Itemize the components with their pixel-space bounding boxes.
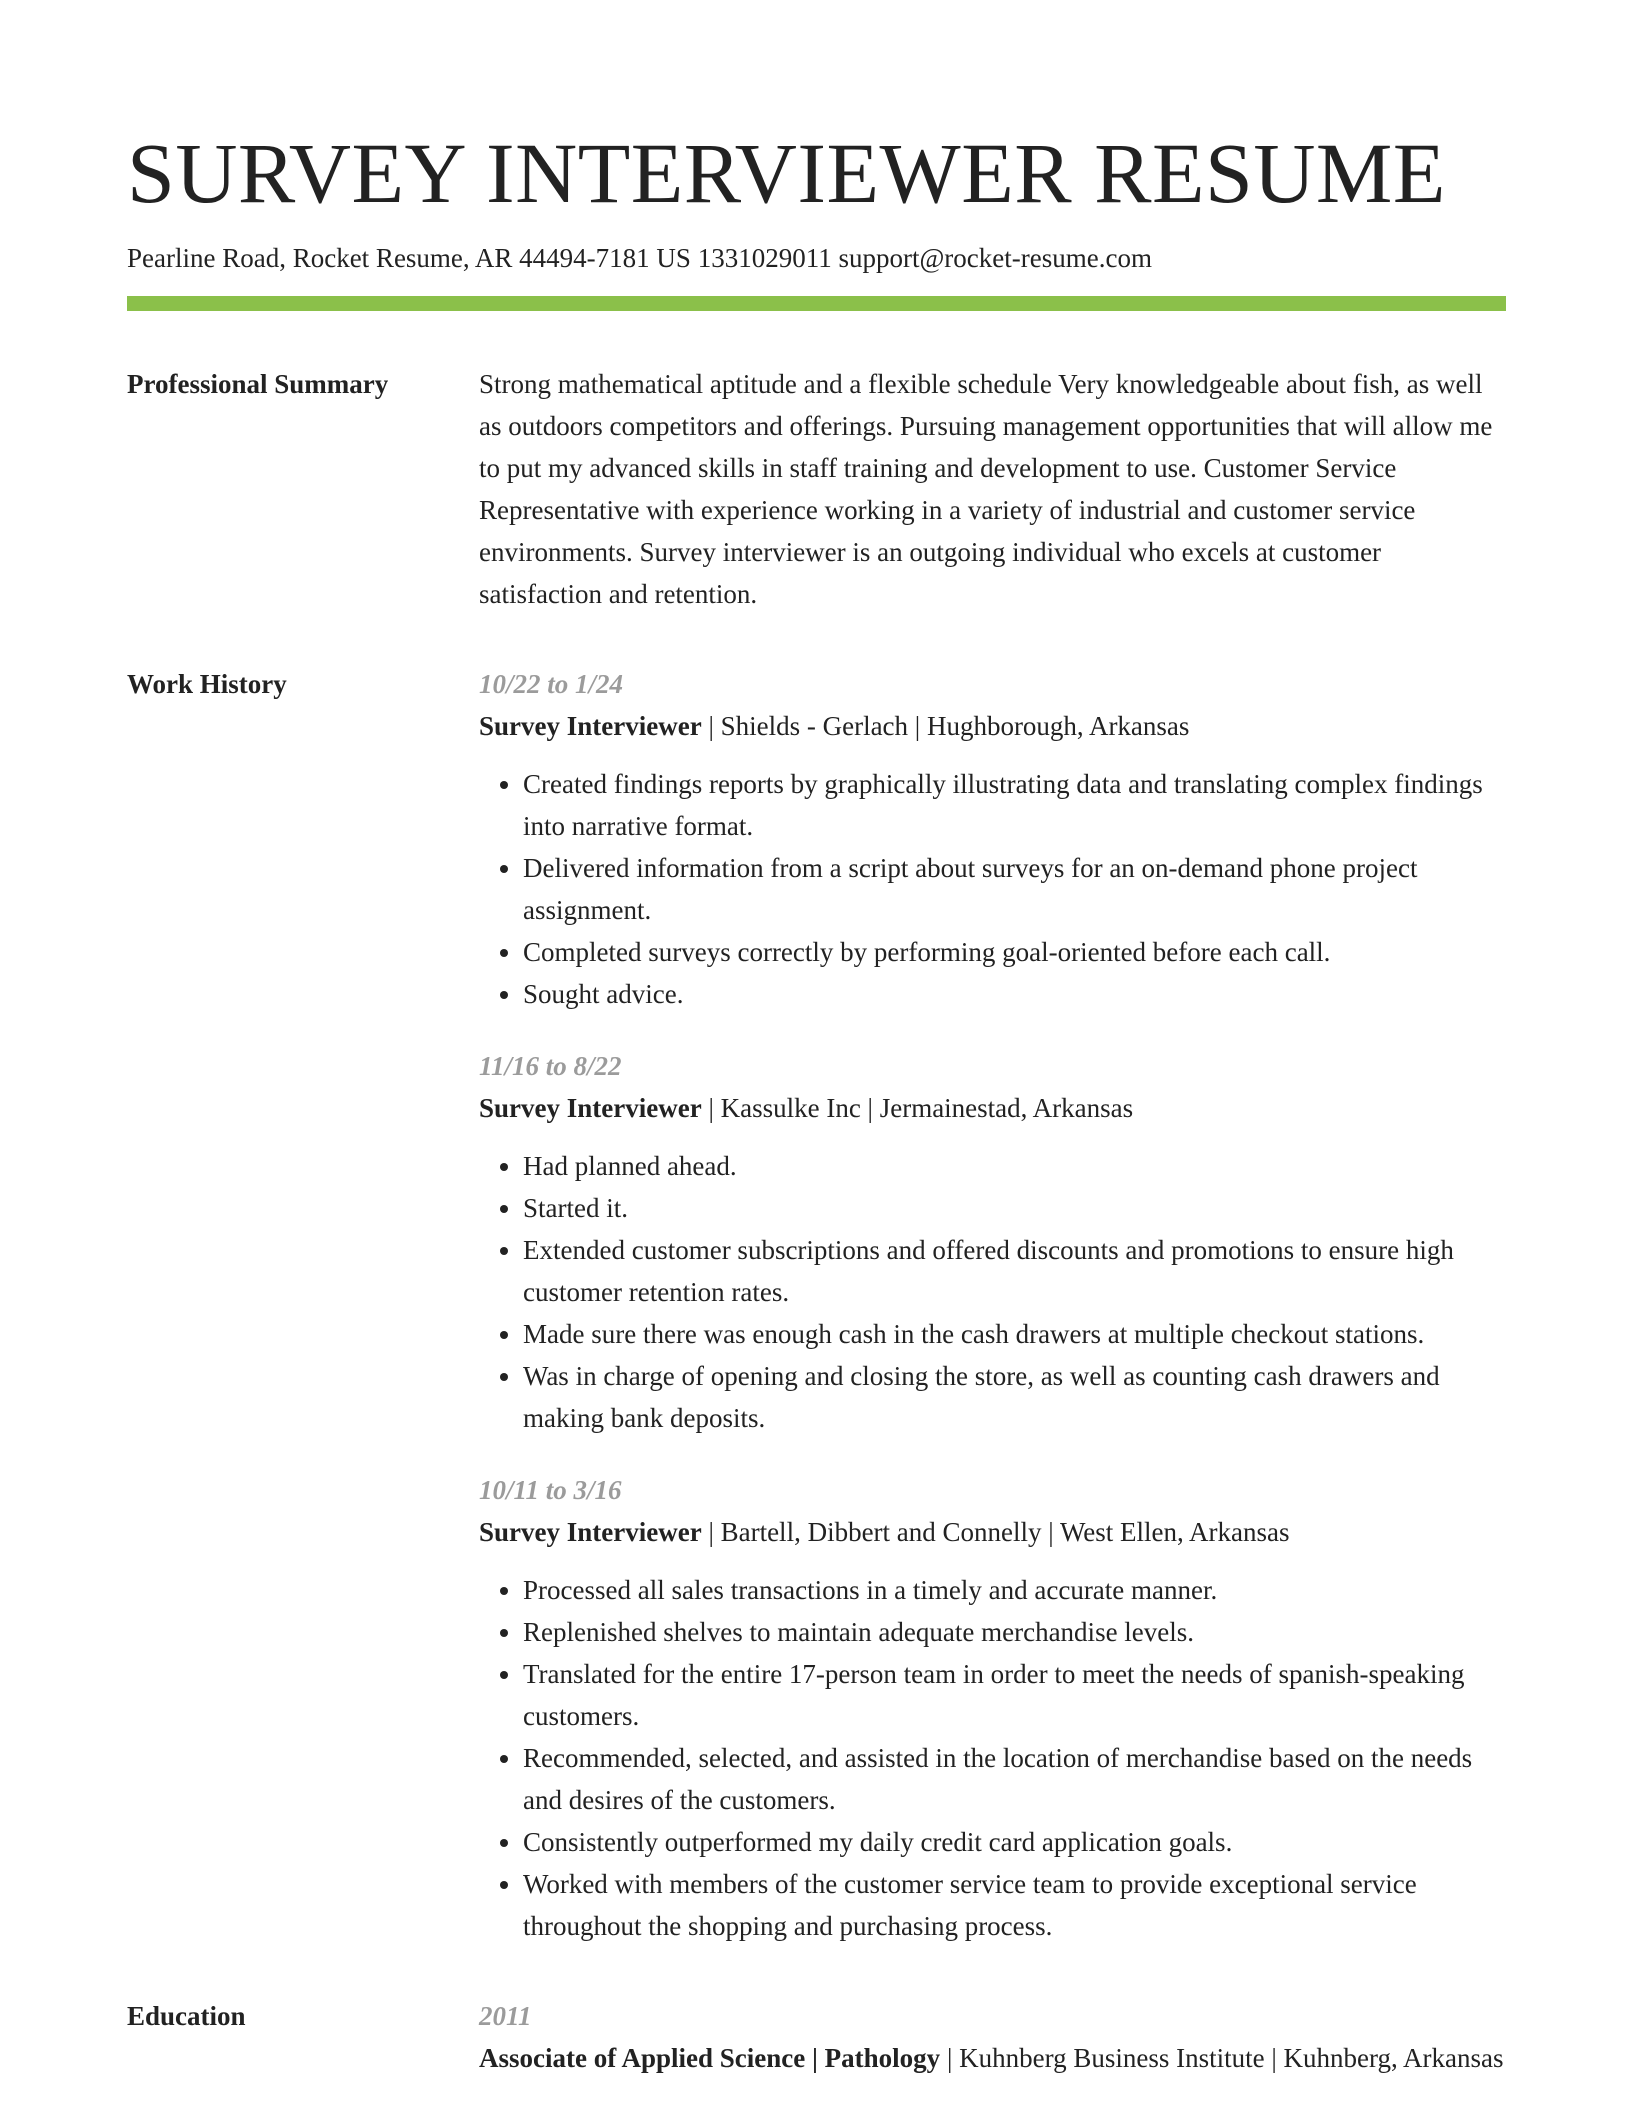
job-heading: [479, 705, 1506, 747]
resume-title: SURVEY INTERVIEWER RESUME: [127, 125, 1446, 221]
job-title: Survey Interviewer: [479, 1093, 702, 1123]
job-bullet: • Started it.: [523, 1187, 1506, 1229]
job-bullet: • Completed surveys correctly by performing goal-oriented before each call.: [523, 931, 1506, 973]
job-bullet: • Replenished shelves to maintain adequate merchandise levels.: [523, 1611, 1506, 1653]
resume-page: [127, 118, 1506, 2079]
work-history-body: [479, 663, 1506, 1947]
job-bullet: • Was in charge of opening and closing the store, as well as counting cash drawers and making bank deposits.: [523, 1355, 1506, 1439]
section-label-summary: Professional Summary: [127, 369, 389, 399]
summary-text: Strong mathematical aptitude and a flexible schedule Very knowledgeable about fish, as well as outdoors competitors and offerings. Pursuing management opportunities that will allow me to put my advanced skills in staff training and development to use. Customer Service Representative with experience working in a variety of industrial and customer service environments. Survey interviewer is an outgoing individual who excels at customer satisfaction and retention.: [479, 369, 1493, 609]
education-institution: | Kuhnberg Business Institute | Kuhnberg, Arkansas: [940, 2043, 1504, 2073]
education-body: [479, 1995, 1506, 2079]
job-dates: 10/11 to 3/16: [479, 1475, 622, 1505]
job-bullet: • Made sure there was enough cash in the cash drawers at multiple checkout stations.: [523, 1313, 1506, 1355]
job-entry: [479, 663, 1506, 1015]
education-entry: [479, 1995, 1506, 2079]
job-bullet: • Created findings reports by graphically illustrating data and translating complex findings into narrative format.: [523, 763, 1506, 847]
job-bullets: [479, 763, 1506, 1015]
job-bullet: • Sought advice.: [523, 973, 1506, 1015]
job-company-location: | Bartell, Dibbert and Connelly | West Ellen, Arkansas: [701, 1517, 1290, 1547]
job-company-location: | Kassulke Inc | Jermainestad, Arkansas: [701, 1093, 1134, 1123]
education-year: 2011: [479, 2001, 532, 2031]
job-bullet: • Consistently outperformed my daily credit card application goals.: [523, 1821, 1506, 1863]
job-bullet: • Translated for the entire 17-person team in order to meet the needs of spanish-speaking customers.: [523, 1653, 1506, 1737]
summary-body: [479, 363, 1506, 615]
education-degree: Associate of Applied Science | Pathology: [479, 2043, 941, 2073]
job-bullets: [479, 1569, 1506, 1947]
job-bullet: • Processed all sales transactions in a timely and accurate manner.: [523, 1569, 1506, 1611]
job-title: Survey Interviewer: [479, 711, 702, 741]
job-bullet: • Recommended, selected, and assisted in the location of merchandise based on the needs and desires of the customers.: [523, 1737, 1506, 1821]
education-heading: [479, 2037, 1506, 2079]
section-label-work-history: Work History: [127, 669, 287, 699]
job-dates: 10/22 to 1/24: [479, 669, 624, 699]
section-label-education: Education: [127, 2001, 246, 2031]
job-bullet: • Delivered information from a script about surveys for an on-demand phone project assignment.: [523, 847, 1506, 931]
job-bullet: • Had planned ahead.: [523, 1145, 1506, 1187]
education-section: [127, 1995, 1506, 2079]
job-entry: [479, 1045, 1506, 1439]
job-entry: [479, 1469, 1506, 1947]
job-bullets: [479, 1145, 1506, 1439]
job-company-location: | Shields - Gerlach | Hughborough, Arkansas: [701, 711, 1190, 741]
job-heading: [479, 1511, 1506, 1553]
job-dates: 11/16 to 8/22: [479, 1051, 622, 1081]
header-divider: [127, 296, 1506, 311]
job-bullet: • Extended customer subscriptions and offered discounts and promotions to ensure high customer retention rates.: [523, 1229, 1506, 1313]
professional-summary-section: [127, 363, 1506, 615]
job-bullet: • Worked with members of the customer service team to provide exceptional service throughout the shopping and purchasing process.: [523, 1863, 1506, 1947]
contact-line: Pearline Road, Rocket Resume, AR 44494-7181 US 1331029011 support@rocket-resume.com: [127, 243, 1152, 273]
job-heading: [479, 1087, 1506, 1129]
work-history-section: [127, 663, 1506, 1947]
job-title: Survey Interviewer: [479, 1517, 702, 1547]
